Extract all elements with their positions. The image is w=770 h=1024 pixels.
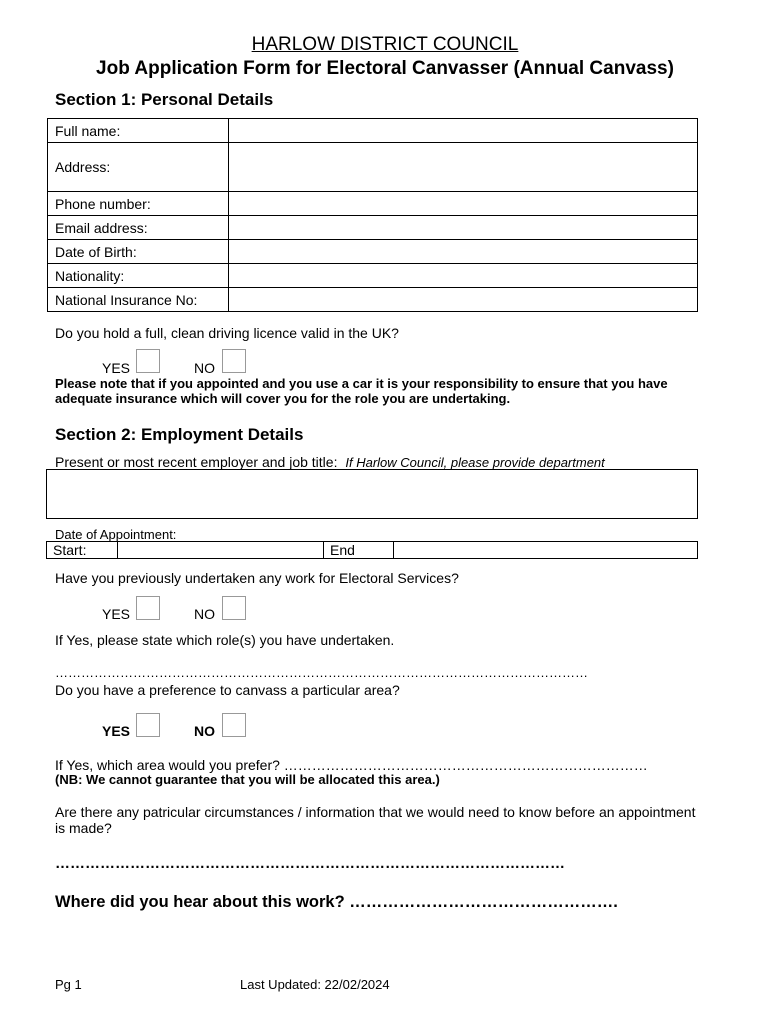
- field-label: Nationality:: [48, 264, 229, 288]
- area-yes-label: YES: [102, 723, 131, 739]
- hear-about-line[interactable]: Where did you hear about this work? ………………………………………….: [55, 893, 618, 911]
- table-row: [47, 542, 698, 559]
- council-name: HARLOW DISTRICT COUNCIL: [251, 34, 519, 55]
- roles-answer-line[interactable]: ……………………………………………………………………………………………………………: [55, 665, 588, 680]
- field-label: Full name:: [48, 119, 229, 143]
- personal-details-table: [47, 118, 698, 312]
- email-field[interactable]: [229, 216, 698, 240]
- area-no-checkbox[interactable]: [222, 713, 246, 737]
- start-label: Start:: [47, 542, 118, 559]
- table-row: [48, 192, 698, 216]
- area-yes-checkbox[interactable]: [136, 713, 160, 737]
- table-row: [48, 264, 698, 288]
- end-label: End: [324, 542, 394, 559]
- employer-label: Present or most recent employer and job title:: [55, 454, 338, 470]
- licence-no-checkbox[interactable]: [222, 349, 246, 373]
- employer-label-line: [55, 454, 605, 470]
- previous-yes-label: YES: [102, 606, 131, 622]
- area-nb-note: (NB: We cannot guarantee that you will be allocated this area.): [55, 772, 440, 787]
- form-title: Job Application Form for Electoral Canvasser (Annual Canvass): [96, 58, 674, 79]
- field-label: National Insurance No:: [48, 288, 229, 312]
- field-label: Email address:: [48, 216, 229, 240]
- phone-field[interactable]: [229, 192, 698, 216]
- employer-hint: If Harlow Council, please provide department: [345, 455, 605, 470]
- table-row: [48, 119, 698, 143]
- area-no-label: NO: [194, 723, 215, 739]
- previous-yes-checkbox[interactable]: [136, 596, 160, 620]
- nationality-field[interactable]: [229, 264, 698, 288]
- employer-input-box[interactable]: [46, 469, 698, 519]
- field-label: Phone number:: [48, 192, 229, 216]
- date-of-appointment-label: Date of Appointment:: [55, 527, 177, 542]
- field-label: Date of Birth:: [48, 240, 229, 264]
- full-name-field[interactable]: [229, 119, 698, 143]
- address-field[interactable]: [229, 143, 698, 192]
- area-preference-line[interactable]: If Yes, which area would you prefer? ……………………………………………………………………: [55, 757, 648, 773]
- start-date-field[interactable]: [118, 542, 324, 559]
- section1-heading: Section 1: Personal Details: [55, 90, 274, 109]
- table-row: [48, 143, 698, 192]
- page-number: Pg 1: [55, 977, 82, 992]
- section2-heading: Section 2: Employment Details: [55, 425, 304, 444]
- table-row: [48, 216, 698, 240]
- dob-field[interactable]: [229, 240, 698, 264]
- licence-yes-checkbox[interactable]: [136, 349, 160, 373]
- licence-yes-label: YES: [102, 360, 131, 376]
- appointment-dates-table: [46, 541, 698, 559]
- licence-question: Do you hold a full, clean driving licence valid in the UK?: [55, 325, 399, 341]
- ni-number-field[interactable]: [229, 288, 698, 312]
- previous-no-label: NO: [194, 606, 215, 622]
- insurance-note: Please note that if you appointed and you use a car it is your responsibility to ensure that you have adequate insurance which will cover you for the role you are undertaking.: [55, 376, 668, 406]
- field-label: Address:: [48, 143, 229, 192]
- area-question: Do you have a preference to canvass a particular area?: [55, 682, 400, 698]
- last-updated: Last Updated: 22/02/2024: [240, 977, 390, 992]
- previous-no-checkbox[interactable]: [222, 596, 246, 620]
- table-row: [48, 288, 698, 312]
- circumstances-question: Are there any patricular circumstances / information that we would need to know before an appointment is made?: [55, 804, 696, 836]
- licence-no-label: NO: [194, 360, 215, 376]
- circumstances-answer-line[interactable]: …………………………………………………………………………………………: [55, 855, 565, 872]
- table-row: [48, 240, 698, 264]
- end-date-field[interactable]: [394, 542, 698, 559]
- previous-work-question: Have you previously undertaken any work for Electoral Services?: [55, 570, 459, 586]
- roles-question: If Yes, please state which role(s) you have undertaken.: [55, 632, 395, 648]
